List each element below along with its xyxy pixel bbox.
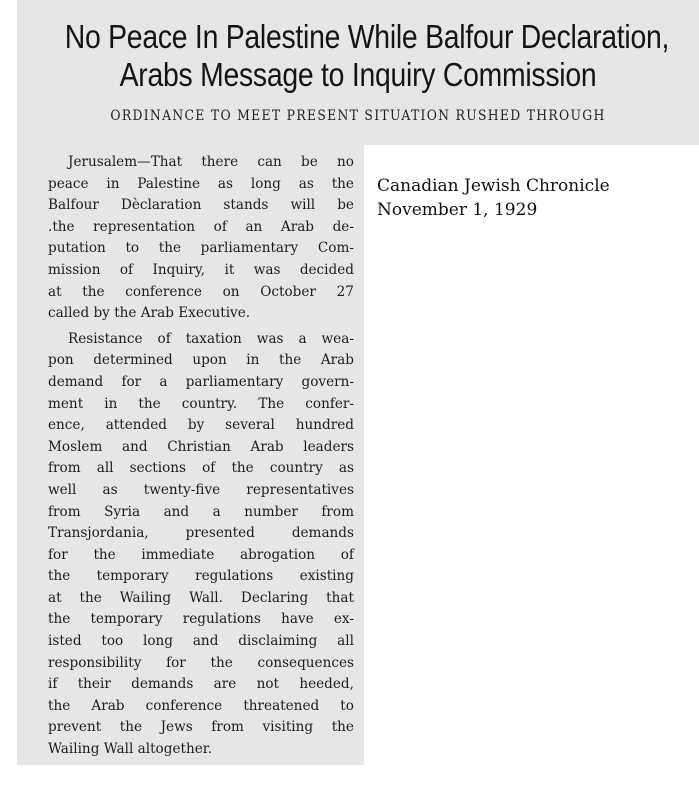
caption-date: November 1, 1929 [377,200,538,220]
article-line: from Syria and a number from [48,503,354,520]
article-line: the temporary regulations have ex- [48,611,354,628]
article-line: if their demands are not heeded, [48,676,354,693]
article-line: isted too long and disclaiming all [48,633,354,650]
article-paragraph-1 [48,152,354,325]
article-line: Jerusalem—That there can be no [68,154,354,170]
article-line: demand for a parliamentary govern- [48,373,354,390]
article-line: responsibility for the consequences [48,654,354,671]
article-line: prevent the Jews from visiting the [48,719,354,736]
article-paragraph-2 [48,329,354,761]
article-line: peace in Palestine as long as the [48,175,354,192]
article-line: the temporary regulations existing [48,568,354,585]
source-caption [377,174,610,222]
subheadline: ORDINANCE TO MEET PRESENT SITUATION RUSHED THROUGH [110,108,606,124]
article-line: the Arab conference threatened to [48,697,354,714]
article-line: .the representation of an Arab de- [48,218,354,235]
article-line: at the Wailing Wall. Declaring that [48,589,354,606]
article-line: ment in the country. The confer- [48,395,354,412]
article-line: for the immediate abrogation of [48,546,354,563]
article-line: well as twenty-five representatives [48,481,354,498]
headline-line-2: Arabs Message to Inquiry Commission [119,56,597,93]
article-body [48,152,354,765]
headline [64,18,670,94]
article-line: mission of Inquiry, it was decided [48,261,354,278]
article-line: from all sections of the country as [48,460,354,477]
article-line: Transjordania, presented demands [48,525,354,542]
article-line: called by the Arab Executive. [48,305,251,322]
article-line: Wailing Wall altogether. [48,741,213,758]
article-line: Balfour Dèclaration stands will be [48,197,354,214]
article-line: pon determined upon in the Arab [48,352,354,369]
caption-publication: Canadian Jewish Chronicle [377,176,610,196]
article-line: Resistance of taxation was a wea- [68,330,354,347]
article-line: at the conference on October 27 [48,283,354,300]
article-line: ence, attended by several hundred [48,417,354,434]
article-line: Moslem and Christian Arab leaders [48,438,354,455]
headline-line-1: No Peace In Palestine While Balfour Declaration, [64,18,670,55]
article-line: putation to the parliamentary Com- [48,240,354,257]
